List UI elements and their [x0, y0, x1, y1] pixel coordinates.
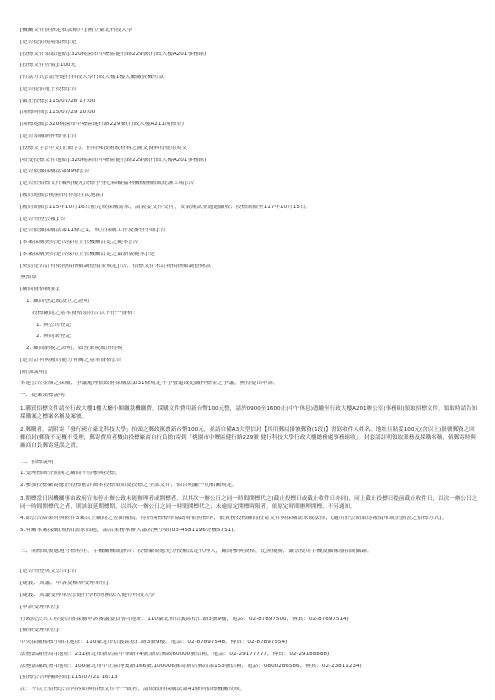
field-pickup-location: [投標文件領取地點]:320桃園市中壢區健行路229號(行政大樓A201事務組)	[20, 51, 207, 57]
notes-section	[20, 393, 479, 569]
notes-paragraph: 4.如公告結果有與附件3案以上廠商之書面報價，得於開標標準協助時依照標準，依實務投標廠商投寄文件與採購需求或法律，(適用於公開取得報價單或企劃書之招標方式)。	[20, 516, 448, 522]
field-opening-location: [開標地點]:320桃園市中壢區健行路229號(行政大樓A211開標室)	[20, 122, 184, 128]
field-appeal-unit: 行政院公共工程委員會採購申訴審議委員會-(地址：110臺北市信義區松仁路3號9樓，電話：02-87897500，傳真：02-87897514)	[20, 616, 349, 622]
qualification-item: 1. 與公司登記	[36, 322, 72, 328]
field-article-99: [是否依據採購法第99條]:否	[20, 169, 90, 175]
notes-paragraph: 1.受理標函分期開之廠商不得參與投標。	[20, 471, 121, 477]
notes-paragraph: 5.有關本案採購(規格)需求問題，請洽業務承辦人蕭若蕪小姐(03-4581196分機5751)。	[20, 527, 239, 533]
field-additional-notes: [附加說明]	[20, 369, 47, 375]
notes-section3: 三、開標或後應遵守標程序，手機關機或靜音；投標廠商應充分授權法定代理人，廠商參與資格，比照優勝，嚴禁使用手機及攝像器拍或攝錄。	[20, 548, 373, 554]
field-price-adjustment: [契約是否訂有依物價指數調整價金規定]:否，招標文件未訂物價指數調整條款	[20, 263, 211, 269]
field-qualification-heading: [廠商資格摘要]:	[20, 287, 60, 293]
field-objection-unit: [疑義、異議受理單位]:健行學校財團法人健行科技大學	[20, 593, 155, 599]
notes-section1-title: 一、提案領標說明	[20, 393, 65, 399]
field-document-price: [投標文件售價]:100元	[20, 63, 77, 69]
qualification-item: 1. 廠商登記或設立之證明	[26, 298, 90, 304]
field-payee: [機關文件費指定收款帳戶]:國立臺北科技大學	[20, 28, 133, 33]
field-review-committee: [是否依據採購法第11條之1，成立採購工作及審查小組]:否	[20, 228, 166, 234]
field-transmission-time: [招標公告傳輸時間]:115/07/21 16:13	[20, 675, 118, 681]
report-unit: 中央採購稽核小組-(地址：110臺北市信義區松仁路3號9樓，電話：02-87897548，傳真：02-87897554)	[20, 640, 288, 646]
field-receipt-location: [收受投標文件地點]:320桃園市中壢區健行路229號(行政大樓A201事務組)	[20, 157, 207, 163]
field-complaint-heading: [疑義、異議、申訴及檢舉受理單位]	[20, 581, 109, 587]
field-performance-location: [履約地點]:桃園市(非原住民地區)	[20, 192, 104, 198]
notes-paragraph: 2.參加投標廠商應於投標前詳閱本投標須知及投標之全部文件，倘以明顯一切相關規定。	[20, 483, 238, 489]
field-language: [投標文字]:中文(正體字)，但特殊技術或材料之圖文資料得使用英文	[20, 145, 188, 151]
field-payment-method: [付款方式]:請至健行科技大學行政大樓1樓大廳繳費機付款	[20, 75, 165, 81]
field-capability-qualification: [是否訂有與履約能力有關之基本資格]:否	[20, 357, 122, 363]
footer-section	[20, 569, 479, 692]
notes-paragraph: 3.開標當日因機關事由政府宣布停止辦公致未能辦理者或開標者，以其次一辦公日之同一時間開標代之(截止投標日或截止收件日亦同)，同上截止投標日提前截止收件日，以次一辦公日之同一時間開標代之者，則該須延期標期，以其次一辦公日之同一時間開標代之；未逾原定開標時限者，依原定時間辦理開標，不另通知。	[20, 495, 478, 510]
field-gazette: [是否刊登公報]:否	[20, 216, 66, 222]
notes-section2-title: 二、招標說明	[20, 459, 54, 465]
field-onsite-pickup: [是否提供現場領標]:是	[20, 39, 77, 45]
field-english-notice: [是否刊登英文公告]:否	[20, 569, 77, 575]
field-report-heading: [檢舉受理單位]:	[20, 628, 60, 634]
field-bid-bond: [是否須繳納押標金]:否	[20, 134, 77, 140]
field-contract-template: [本案採購契約是否採用主管機關訂定之範本]:否	[20, 240, 139, 246]
field-appeal-heading: [申訴受理單位]:	[20, 604, 60, 610]
field-priority-award: [是否於招標文件載明優先決標予身心障礙福利機構團體或庇護工場]:否	[20, 181, 195, 187]
notes-paragraph: 2.郵購者，請附寄「發行國立臺北科技大學」抬頭之郵政匯票新台幣100元，並請自備A3大型信封【其用郵局掛號郵資(1段)】書寫收件人姓名、地址且貼妥100元(含以上)掛號郵資之回郵信封(郵資不足概不受理，郵寄費用者概由投標廠商自行負擔)寄到「桃園市中壢區健行路229號 健行科技大學行政大樓總務處事務組收」。封套請註明領取業務及採購名稱，倘郵寄時與廠商自負郵寄延誤之責。	[20, 427, 476, 450]
qualification-item: 2. 廠商納稅之證明，如營業稅或所得稅	[26, 346, 123, 352]
field-no-budget: 無預算	[20, 275, 37, 281]
qualification-item: 投標廠商之基本資格須符合以下任一資格：	[32, 310, 139, 316]
field-opening-time: [開標時間]:115/07/29 10:00	[20, 110, 96, 116]
notes-paragraph: 1.購買招標文件請至行政大樓1樓大廳小額繳款機繳費，採購文件費用新台幣100元整，請於0900至1600止(中午休息)憑繳至行政大樓A201辦公室(事務組)領取招標文件，領取時請告知採購案之標案名稱及案號。	[20, 406, 478, 421]
qualification-item: 2. 與商業登記	[36, 334, 72, 340]
report-unit: 法務部廉政署-(地址：100臺北市中正區博愛路166號,100006郵寄新店郵局第153號信箱，電話：0800286586，傳真：02-23811234)	[20, 663, 362, 669]
field-performance-period: [履約期限]:115年10月16日前完成採購需求，請裝妥文件交付，安裝測試並通過驗收；投標期限至117年10月15日。	[20, 204, 312, 210]
field-latest-template: [本案採購契約是否採用主管機關訂定之最新版範本]:是	[20, 251, 155, 257]
announcement-fields	[20, 28, 479, 387]
field-e-bidding: [是否提供電子投標]:否	[20, 86, 77, 92]
report-unit: 法務部調查局-(地址：231新北市新店區中華路74號,新店郵政60000號信箱，電話：02-29177777，傳真：02-29188888)	[20, 651, 330, 657]
field-bid-deadline: [截止投標]:115/07/28 17:00	[20, 98, 96, 104]
field-dispute-note: 本建公告金額之採購，爭議處理依政府採購法第31條規定不予發還或追繳押標金之爭議，無得提出申訴。	[20, 381, 279, 387]
footnote: 註：不以上招標公告內容如與招標文件不一致者，請依政府採購法第41條向招標機關反映。	[20, 687, 246, 693]
